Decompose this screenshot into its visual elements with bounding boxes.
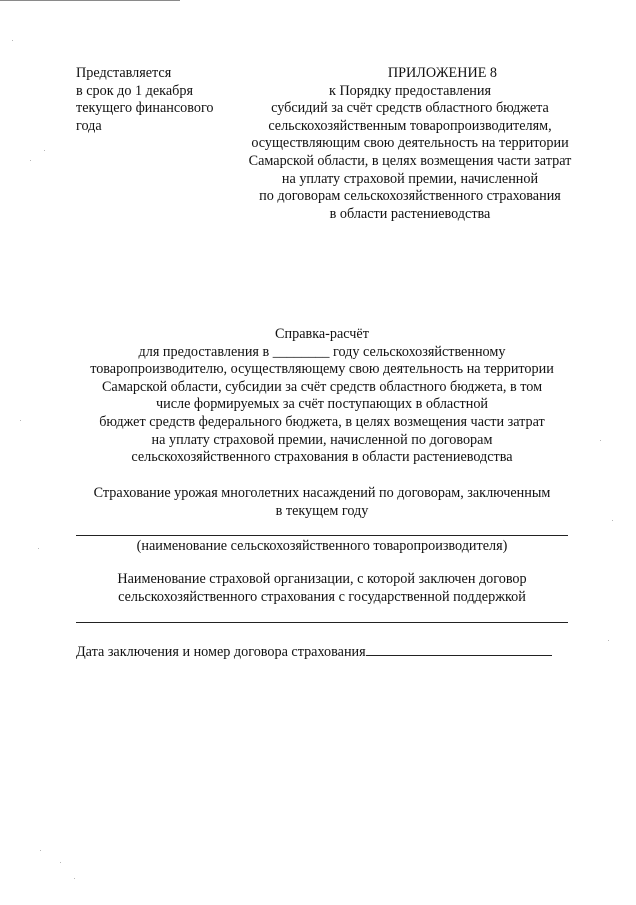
insurance-type xyxy=(72,485,572,520)
calculation-line: Самарской области, субсидии за счёт средств областного бюджета, в том xyxy=(101,378,543,395)
contract-label: Дата заключения и номер договора страхования xyxy=(76,644,366,660)
submission-note-line: года xyxy=(76,117,102,134)
insurer-label xyxy=(72,571,572,606)
scan-speck xyxy=(20,420,21,421)
calculation-line: для предоставления в ________ году сельскохозяйственному xyxy=(138,343,506,360)
contract-blank[interactable] xyxy=(366,642,552,656)
scan-speck xyxy=(74,878,75,879)
scan-speck xyxy=(44,150,45,151)
appendix-line: субсидий за счёт средств областного бюджета xyxy=(271,100,549,117)
submission-note xyxy=(76,65,251,135)
scan-speck xyxy=(38,548,39,549)
submission-note-line: Представляется xyxy=(76,65,172,81)
appendix-line: осуществляющим свою деятельность на территории xyxy=(251,135,569,152)
insurer-line: Наименование страховой организации, с которой заключен договор xyxy=(117,571,527,587)
top-scan-rule xyxy=(0,0,180,1)
appendix-line: на уплату страховой премии, начисленной xyxy=(281,170,539,187)
insurer-line: сельскохозяйственного страхования с государственной поддержкой xyxy=(118,588,526,605)
submission-note-line: текущего финансового xyxy=(76,100,214,117)
submission-note-line: в срок до 1 декабря xyxy=(76,82,193,99)
producer-name-blank[interactable] xyxy=(76,535,568,536)
insurance-type-line: Страхование урожая многолетних насаждений по договорам, заключенным xyxy=(93,485,551,501)
appendix-title: ПРИЛОЖЕНИЕ 8 xyxy=(387,65,497,81)
scan-speck xyxy=(40,850,41,851)
producer-caption: (наименование сельскохозяйственного товаропроизводителя) xyxy=(136,538,508,554)
appendix-line: Самарской области, в целях возмещения части затрат xyxy=(248,152,572,169)
insurer-name-blank[interactable] xyxy=(76,622,568,623)
calculation-line: числе формируемых за счёт поступающих в областной xyxy=(155,396,489,413)
appendix-line: в области растениеводства xyxy=(329,205,491,222)
scan-speck xyxy=(600,440,601,441)
insurance-type-line: в текущем году xyxy=(275,502,369,519)
scan-speck xyxy=(12,40,13,41)
appendix-header xyxy=(232,65,588,223)
scan-speck xyxy=(60,862,61,863)
appendix-line: по договорам сельскохозяйственного страхования xyxy=(259,188,561,205)
calculation-block xyxy=(72,326,572,467)
contract-row xyxy=(76,642,568,662)
calculation-heading: Справка-расчёт xyxy=(275,326,369,342)
appendix-line: сельскохозяйственным товаропроизводителям, xyxy=(268,117,552,134)
scan-speck xyxy=(30,160,31,161)
calculation-line: бюджет средств федерального бюджета, в целях возмещения части затрат xyxy=(99,413,545,430)
scan-speck xyxy=(612,520,613,521)
scan-speck xyxy=(608,640,609,641)
calculation-line: на уплату страховой премии, начисленной по договорам xyxy=(151,431,493,448)
appendix-line: к Порядку предоставления xyxy=(329,82,491,99)
calculation-line: сельскохозяйственного страхования в области растениеводства xyxy=(131,449,513,466)
calculation-line: товаропроизводителю, осуществляющему свою деятельность на территории xyxy=(90,361,554,378)
